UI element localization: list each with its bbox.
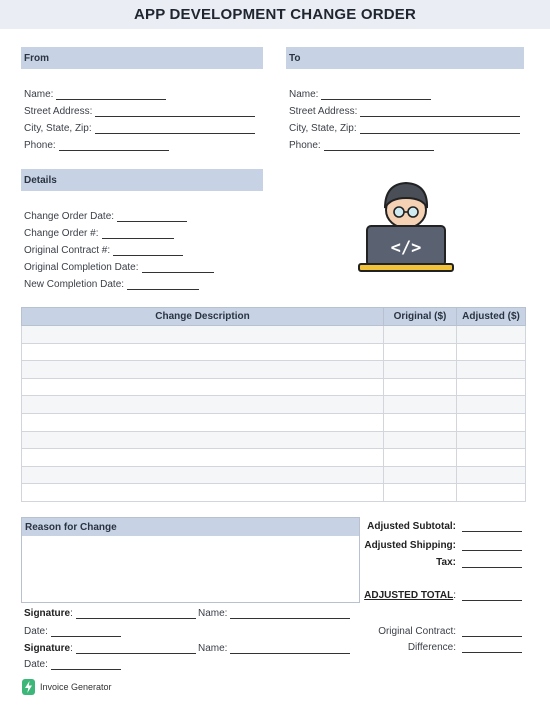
table-row — [22, 396, 526, 414]
adjusted-cell[interactable] — [457, 396, 526, 414]
change-order-date-field[interactable]: Change Order Date: — [24, 210, 187, 222]
col-change-description: Change Description — [22, 308, 384, 326]
title-bar — [0, 0, 550, 29]
tax-row[interactable]: Tax: — [360, 556, 525, 568]
table-row — [22, 378, 526, 396]
adjusted-subtotal-row[interactable]: Adjusted Subtotal: — [360, 520, 525, 532]
description-cell[interactable] — [22, 466, 384, 484]
description-cell[interactable] — [22, 431, 384, 449]
brand-footer[interactable] — [22, 679, 112, 695]
signature-field-2[interactable]: Signature : — [24, 642, 196, 654]
to-street-field[interactable]: Street Address: — [289, 105, 520, 117]
table-header-row — [22, 308, 526, 326]
table-row — [22, 343, 526, 361]
original-cell[interactable] — [384, 378, 457, 396]
table-row — [22, 449, 526, 467]
table-row — [22, 466, 526, 484]
adjusted-shipping-row[interactable]: Adjusted Shipping: — [360, 539, 525, 551]
change-order-number-field[interactable]: Change Order #: — [24, 227, 174, 239]
original-cell[interactable] — [384, 361, 457, 379]
from-city-field[interactable]: City, State, Zip: — [24, 122, 255, 134]
to-heading: To — [286, 47, 524, 69]
name-field-1[interactable]: Name: — [198, 607, 350, 619]
adjusted-cell[interactable] — [457, 431, 526, 449]
from-name-field[interactable]: Name: — [24, 88, 166, 100]
brand-name: Invoice Generator — [40, 682, 112, 692]
description-cell[interactable] — [22, 378, 384, 396]
adjusted-total-label: ADJUSTED TOTAL — [364, 590, 454, 601]
description-cell[interactable] — [22, 361, 384, 379]
original-cell[interactable] — [384, 431, 457, 449]
from-phone-field[interactable]: Phone: — [24, 139, 169, 151]
adjusted-cell[interactable] — [457, 413, 526, 431]
original-cell[interactable] — [384, 484, 457, 502]
code-glyph: </> — [390, 238, 422, 258]
table-row — [22, 326, 526, 344]
adjusted-cell[interactable] — [457, 343, 526, 361]
reason-heading: Reason for Change — [22, 518, 359, 536]
description-cell[interactable] — [22, 396, 384, 414]
from-street-field[interactable]: Street Address: — [24, 105, 255, 117]
new-completion-date-field[interactable]: New Completion Date: — [24, 278, 199, 290]
adjusted-cell[interactable] — [457, 361, 526, 379]
original-cell[interactable] — [384, 326, 457, 344]
date-field-2[interactable]: Date: — [24, 658, 121, 670]
description-cell[interactable] — [22, 484, 384, 502]
lightning-icon — [22, 679, 35, 695]
description-cell[interactable] — [22, 326, 384, 344]
original-cell[interactable] — [384, 413, 457, 431]
original-contract-number-field[interactable]: Original Contract #: — [24, 244, 183, 256]
adjusted-cell[interactable] — [457, 326, 526, 344]
to-name-field[interactable]: Name: — [289, 88, 431, 100]
original-cell[interactable] — [384, 466, 457, 484]
col-original: Original ($) — [384, 308, 457, 326]
adjusted-cell[interactable] — [457, 378, 526, 396]
table-row — [22, 413, 526, 431]
description-cell[interactable] — [22, 449, 384, 467]
adjusted-cell[interactable] — [457, 484, 526, 502]
signature-field-1[interactable]: Signature : — [24, 607, 196, 619]
to-city-field[interactable]: City, State, Zip: — [289, 122, 520, 134]
difference-row[interactable]: Difference: — [360, 641, 525, 653]
reason-for-change-box[interactable] — [21, 517, 360, 603]
description-cell[interactable] — [22, 413, 384, 431]
name-field-2[interactable]: Name: — [198, 642, 350, 654]
original-cell[interactable] — [384, 449, 457, 467]
table-row — [22, 484, 526, 502]
table-row — [22, 431, 526, 449]
description-cell[interactable] — [22, 343, 384, 361]
document-title: APP DEVELOPMENT CHANGE ORDER — [133, 6, 417, 23]
details-heading: Details — [21, 169, 263, 191]
date-field-1[interactable]: Date: — [24, 625, 121, 637]
developer-laptop-icon — [357, 176, 455, 274]
col-adjusted: Adjusted ($) — [457, 308, 526, 326]
from-heading: From — [21, 47, 263, 69]
table-row — [22, 361, 526, 379]
to-phone-field[interactable]: Phone: — [289, 139, 434, 151]
original-cell[interactable] — [384, 343, 457, 361]
adjusted-cell[interactable] — [457, 466, 526, 484]
original-cell[interactable] — [384, 396, 457, 414]
change-items-table — [21, 307, 526, 502]
original-contract-row[interactable]: Original Contract: — [360, 625, 525, 637]
adjusted-cell[interactable] — [457, 449, 526, 467]
original-completion-date-field[interactable]: Original Completion Date: — [24, 261, 214, 273]
adjusted-total-row[interactable]: ADJUSTED TOTAL: — [360, 589, 525, 601]
